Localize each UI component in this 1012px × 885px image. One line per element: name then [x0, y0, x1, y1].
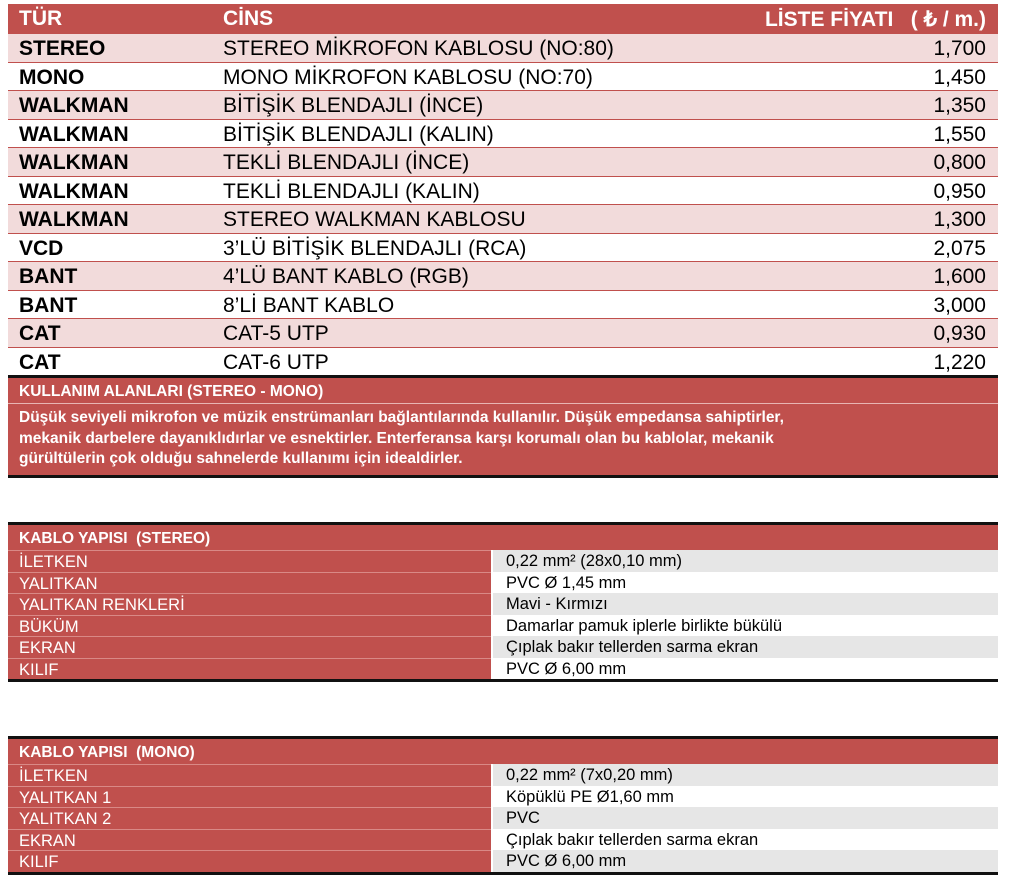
header-type: TÜR	[19, 7, 63, 30]
spec-value: 0,22 mm² (28x0,10 mm)	[491, 550, 998, 572]
spec-title-stereo: KABLO YAPISI (STEREO)	[8, 522, 998, 550]
spec-value: Damarlar pamuk iplerle birlikte bükülü	[491, 615, 998, 637]
cell-price: 0,800	[933, 151, 986, 174]
spec-value: Mavi - Kırmızı	[491, 593, 998, 615]
spec-key: KILIF	[8, 850, 491, 872]
cell-name: TEKLİ BLENDAJLI (İNCE)	[223, 151, 470, 174]
cell-name: 3’LÜ BİTİŞİK BLENDAJLI (RCA)	[223, 236, 527, 260]
cell-price: 1,220	[933, 350, 986, 374]
cell-type: BANT	[19, 265, 78, 288]
spec-value: Çıplak bakır tellerden sarma ekran	[491, 829, 998, 851]
cell-price: 1,300	[933, 208, 986, 231]
usage-text	[8, 403, 998, 478]
cell-name: BİTİŞİK BLENDAJLI (İNCE)	[223, 94, 484, 117]
cell-name: MONO MİKROFON KABLOSU (NO:70)	[223, 65, 593, 89]
spec-row	[8, 658, 998, 680]
spec-row	[8, 615, 998, 637]
spec-value: PVC Ø 1,45 mm	[491, 572, 998, 594]
spec-row	[8, 572, 998, 594]
cell-price: 1,450	[933, 65, 986, 89]
cell-type: WALKMAN	[19, 179, 129, 203]
cell-name: 4’LÜ BANT KABLO (RGB)	[223, 265, 469, 288]
spec-key: YALITKAN 1	[8, 786, 491, 808]
spec-table-stereo	[8, 522, 998, 682]
usage-line: gürültülerin çok olduğu sahnelerde kullanımı için idealdirler.	[19, 450, 463, 467]
spec-key: KILIF	[8, 658, 491, 680]
price-table	[8, 4, 998, 376]
cell-type: STEREO	[19, 37, 106, 60]
cell-name: 8’Lİ BANT KABLO	[223, 293, 395, 317]
cell-price: 2,075	[933, 236, 986, 260]
spec-row	[8, 593, 998, 615]
spec-row	[8, 786, 998, 808]
spec-row	[8, 764, 998, 786]
price-row	[8, 234, 998, 263]
cell-name: STEREO WALKMAN KABLOSU	[223, 208, 526, 231]
spec-row	[8, 807, 998, 829]
price-row	[8, 262, 998, 291]
spec-key: BÜKÜM	[8, 615, 491, 637]
price-row	[8, 34, 998, 63]
cell-name: BİTİŞİK BLENDAJLI (KALIN)	[223, 122, 494, 146]
cell-type: WALKMAN	[19, 208, 129, 231]
cell-price: 0,950	[933, 179, 986, 203]
spec-key: İLETKEN	[8, 764, 491, 786]
spec-value: 0,22 mm² (7x0,20 mm)	[491, 764, 998, 786]
cell-price: 1,600	[933, 265, 986, 288]
cell-type: MONO	[19, 65, 85, 89]
cell-price: 1,700	[933, 37, 986, 60]
price-row	[8, 319, 998, 348]
cell-name: TEKLİ BLENDAJLI (KALIN)	[223, 179, 480, 203]
usage-line: Düşük seviyeli mikrofon ve müzik enstrümanları bağlantılarında kullanılır. Düşük empedansa sahiptirler,	[19, 409, 784, 426]
spec-value: PVC Ø 6,00 mm	[491, 850, 998, 872]
spec-value: PVC	[491, 807, 998, 829]
price-row	[8, 291, 998, 320]
spec-value: Köpüklü PE Ø1,60 mm	[491, 786, 998, 808]
spec-key: YALITKAN RENKLERİ	[8, 593, 491, 615]
usage-box	[8, 375, 998, 478]
spec-value: Çıplak bakır tellerden sarma ekran	[491, 636, 998, 658]
cell-name: CAT-6 UTP	[223, 350, 329, 374]
spec-value: PVC Ø 6,00 mm	[491, 658, 998, 680]
cell-type: WALKMAN	[19, 122, 129, 146]
cell-price: 3,000	[933, 293, 986, 317]
spec-key: EKRAN	[8, 829, 491, 851]
header-price: LİSTE FİYATI ( ₺ / m.)	[764, 8, 986, 31]
spec-key: İLETKEN	[8, 550, 491, 572]
cell-name: STEREO MİKROFON KABLOSU (NO:80)	[223, 37, 614, 60]
header-name: CİNS	[223, 7, 274, 30]
cell-type: VCD	[19, 236, 64, 260]
cell-type: BANT	[19, 293, 78, 317]
spec-row	[8, 550, 998, 572]
cell-type: CAT	[19, 350, 61, 374]
spec-table-mono	[8, 736, 998, 875]
spec-key: YALITKAN 2	[8, 807, 491, 829]
spec-row	[8, 850, 998, 872]
usage-title: KULLANIM ALANLARI (STEREO - MONO)	[8, 375, 998, 403]
price-row	[8, 177, 998, 206]
cell-type: CAT	[19, 322, 61, 345]
cell-price: 1,550	[933, 122, 986, 146]
price-row	[8, 120, 998, 149]
spec-row	[8, 636, 998, 658]
spec-key: YALITKAN	[8, 572, 491, 594]
price-row	[8, 348, 998, 377]
price-table-header	[8, 4, 998, 34]
price-row	[8, 91, 998, 120]
price-row	[8, 148, 998, 177]
price-row	[8, 205, 998, 234]
cell-price: 1,350	[933, 94, 986, 117]
cell-price: 0,930	[933, 322, 986, 345]
cell-name: CAT-5 UTP	[223, 322, 329, 345]
spec-key: EKRAN	[8, 636, 491, 658]
spec-title-mono: KABLO YAPISI (MONO)	[8, 736, 998, 764]
usage-line: mekanik darbelere dayanıklıdırlar ve esnektirler. Enterferansa karşı korumalı olan bu kablolar, mekanik	[19, 429, 774, 447]
cell-type: WALKMAN	[19, 151, 129, 174]
cell-type: WALKMAN	[19, 94, 129, 117]
price-row	[8, 63, 998, 92]
spec-row	[8, 829, 998, 851]
